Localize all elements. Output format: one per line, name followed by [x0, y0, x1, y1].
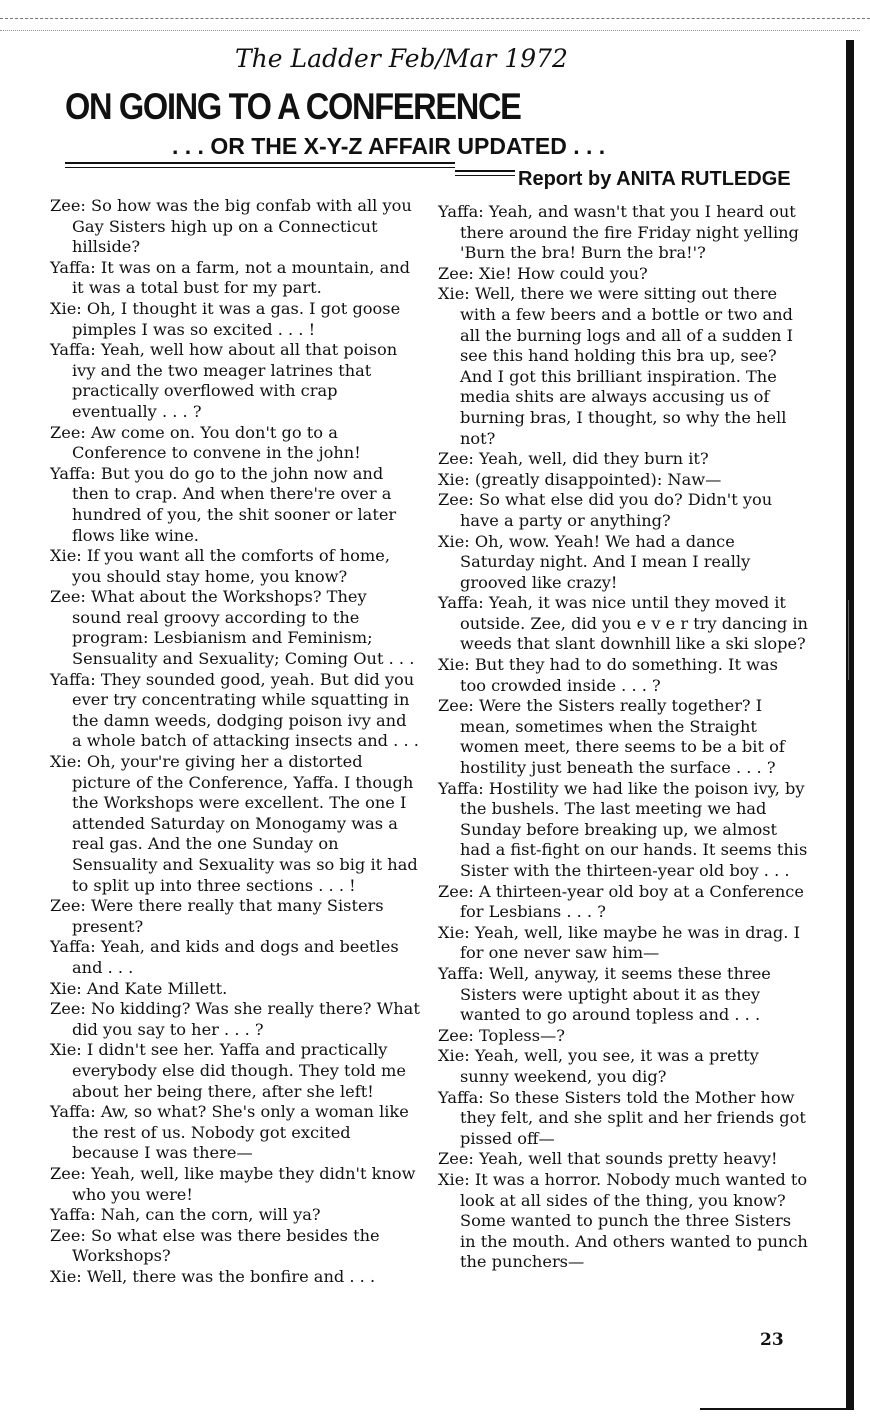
scan-edge-line [0, 18, 870, 19]
dialogue-line: Zee: So what else did you do? Didn't you have a party or anything? [438, 490, 773, 530]
dialogue-line: Zee: No kidding? Was she really there? What did you say to her . . . ? [50, 999, 420, 1039]
dialogue-line: Xie: If you want all the comforts of home, you should stay home, you know? [50, 546, 390, 586]
margin-mark [848, 600, 849, 680]
dialogue-line: Xie: (greatly disappointed): Naw— [438, 469, 722, 489]
dialogue-line: Zee: So what else was there besides the Workshops? [50, 1225, 380, 1266]
dialogue-line: Xie: I didn't see her. Yaffa and practically everybody else did though. They told me about her being there, after she left! [50, 1040, 406, 1101]
dialogue-line: Xie: And Kate Millett. [50, 978, 228, 998]
scan-edge-line-2 [0, 30, 860, 31]
left-column [50, 196, 420, 1287]
dialogue-line: Xie: Well, there we were sitting out there with a few beers and a bottle or two and all the burning logs and all of a sudden I see this hand holding this bra up, see? And I got this brilliant inspiration. The media shits are always accusing us of burning bras, I thought, so why the hell not? [438, 284, 794, 448]
dialogue-line: Xie: Yeah, well, like maybe he was in drag. I for one never saw him— [438, 922, 800, 963]
handwritten-annotation: The Ladder Feb/Mar 1972 [235, 44, 568, 73]
dialogue-line: Zee: So how was the big confab with all you Gay Sisters high up on a Connecticut hillside? [50, 196, 412, 257]
dialogue-line: Yaffa: Aw, so what? She's only a woman like the rest of us. Nobody got excited because I was there— [50, 1102, 409, 1163]
dialogue-line: Xie: Yeah, well, you see, it was a pretty sunny weekend, you dig? [438, 1046, 759, 1086]
dialogue-line: Zee: Yeah, well that sounds pretty heavy! [438, 1149, 778, 1169]
dialogue-line: Xie: Oh, I thought it was a gas. I got goose pimples I was so excited . . . ! [50, 298, 401, 339]
article-subtitle: . . . OR THE X-Y-Z AFFAIR UPDATED . . . [172, 133, 606, 159]
dialogue-line: Yaffa: Well, anyway, it seems these three Sisters were uptight about it as they wanted to go around topless and . . . [438, 963, 771, 1025]
dialogue-line: Yaffa: Yeah, and wasn't that you I heard out there around the fire Friday night yelling 'Burn the bra! Burn the bra!'? [438, 202, 799, 263]
dialogue-line: Zee: Yeah, well, did they burn it? [438, 449, 709, 469]
bottom-edge-line [700, 1408, 850, 1410]
dialogue-line: Zee: Yeah, well, like maybe they didn't know who you were! [50, 1163, 416, 1204]
dialogue-line: Yaffa: They sounded good, yeah. But did you ever try concentrating while squatting in the damn weeds, dodging poison ivy and a whole batch of attacking insects and . . . [50, 669, 419, 751]
page-binding-edge [846, 40, 854, 1410]
dialogue-line: Xie: Oh, wow. Yeah! We had a dance Saturday night. And I mean I really grooved like crazy! [438, 531, 751, 592]
dialogue-line: Zee: Topless—? [438, 1025, 565, 1045]
article-title: ON GOING TO A CONFERENCE [65, 86, 521, 127]
dialogue-line: Zee: Were there really that many Sisters present? [50, 896, 384, 936]
dialogue-line: Yaffa: Yeah, it was nice until they moved it outside. Zee, did you e v e r try dancing in weeds that slant downhill like a ski slope? [438, 593, 808, 654]
dialogue-line: Yaffa: So these Sisters told the Mother how they felt, and she split and her friends got pissed off— [438, 1087, 806, 1148]
dialogue-line: Zee: A thirteen-year old boy at a Conference for Lesbians . . . ? [438, 881, 804, 922]
dialogue-line: Zee: Xie! How could you? [438, 263, 648, 283]
dialogue-line: Xie: It was a horror. Nobody much wanted to look at all sides of the thing, you know? Some wanted to punch the three Sisters in the mouth. And others wanted to punch the punchers— [438, 1169, 808, 1272]
page-number: 23 [760, 1330, 784, 1350]
dialogue-line: Yaffa: Yeah, and kids and dogs and beetles and . . . [50, 937, 399, 977]
dialogue-line: Yaffa: Hostility we had like the poison ivy, by the bushels. The last meeting we had Sunday before breaking up, we almost had a fist-fight on our hands. It seems this Sister with the thirteen-year old boy . . . [438, 778, 808, 880]
dialogue-line: Yaffa: But you do go to the john now and then to crap. And when there're over a hundred of you, the shit sooner or later flows like wine. [50, 463, 397, 545]
article-byline: Report by ANITA RUTLEDGE [518, 168, 791, 190]
dialogue-line: Xie: Oh, your're giving her a distorted picture of the Conference, Yaffa. I though the Workshops were excellent. The one I attended Saturday on Monogamy was a real gas. And the one Sunday on Sensuality and Sexuality was so big it had to split up into three sections . . . ! [50, 752, 418, 895]
dialogue-line: Yaffa: Yeah, well how about all that poison ivy and the two meager latrines that practically overflowed with crap eventually . . . ? [50, 340, 398, 421]
dialogue-line: Xie: Well, there was the bonfire and . . . [50, 1266, 376, 1286]
dialogue-line: Yaffa: It was on a farm, not a mountain, and it was a total bust for my part. [50, 257, 411, 298]
dialogue-line: Yaffa: Nah, can the corn, will ya? [50, 1205, 321, 1225]
dialogue-line: Zee: Aw come on. You don't go to a Conference to convene in the john! [50, 422, 361, 463]
title-rule-left [65, 162, 455, 168]
right-column [438, 202, 808, 1273]
dialogue-line: Zee: What about the Workshops? They sound real groovy according to the program: Lesbianism and Feminism; Sensuality and Sexuality; Coming Out . . . [50, 587, 415, 669]
title-rule-right [455, 170, 515, 176]
dialogue-line: Zee: Were the Sisters really together? I mean, sometimes when the Straight women meet, there seems to be a bit of hostility just beneath the surface . . . ? [438, 696, 785, 778]
dialogue-line: Xie: But they had to do something. It was too crowded inside . . . ? [438, 655, 778, 695]
